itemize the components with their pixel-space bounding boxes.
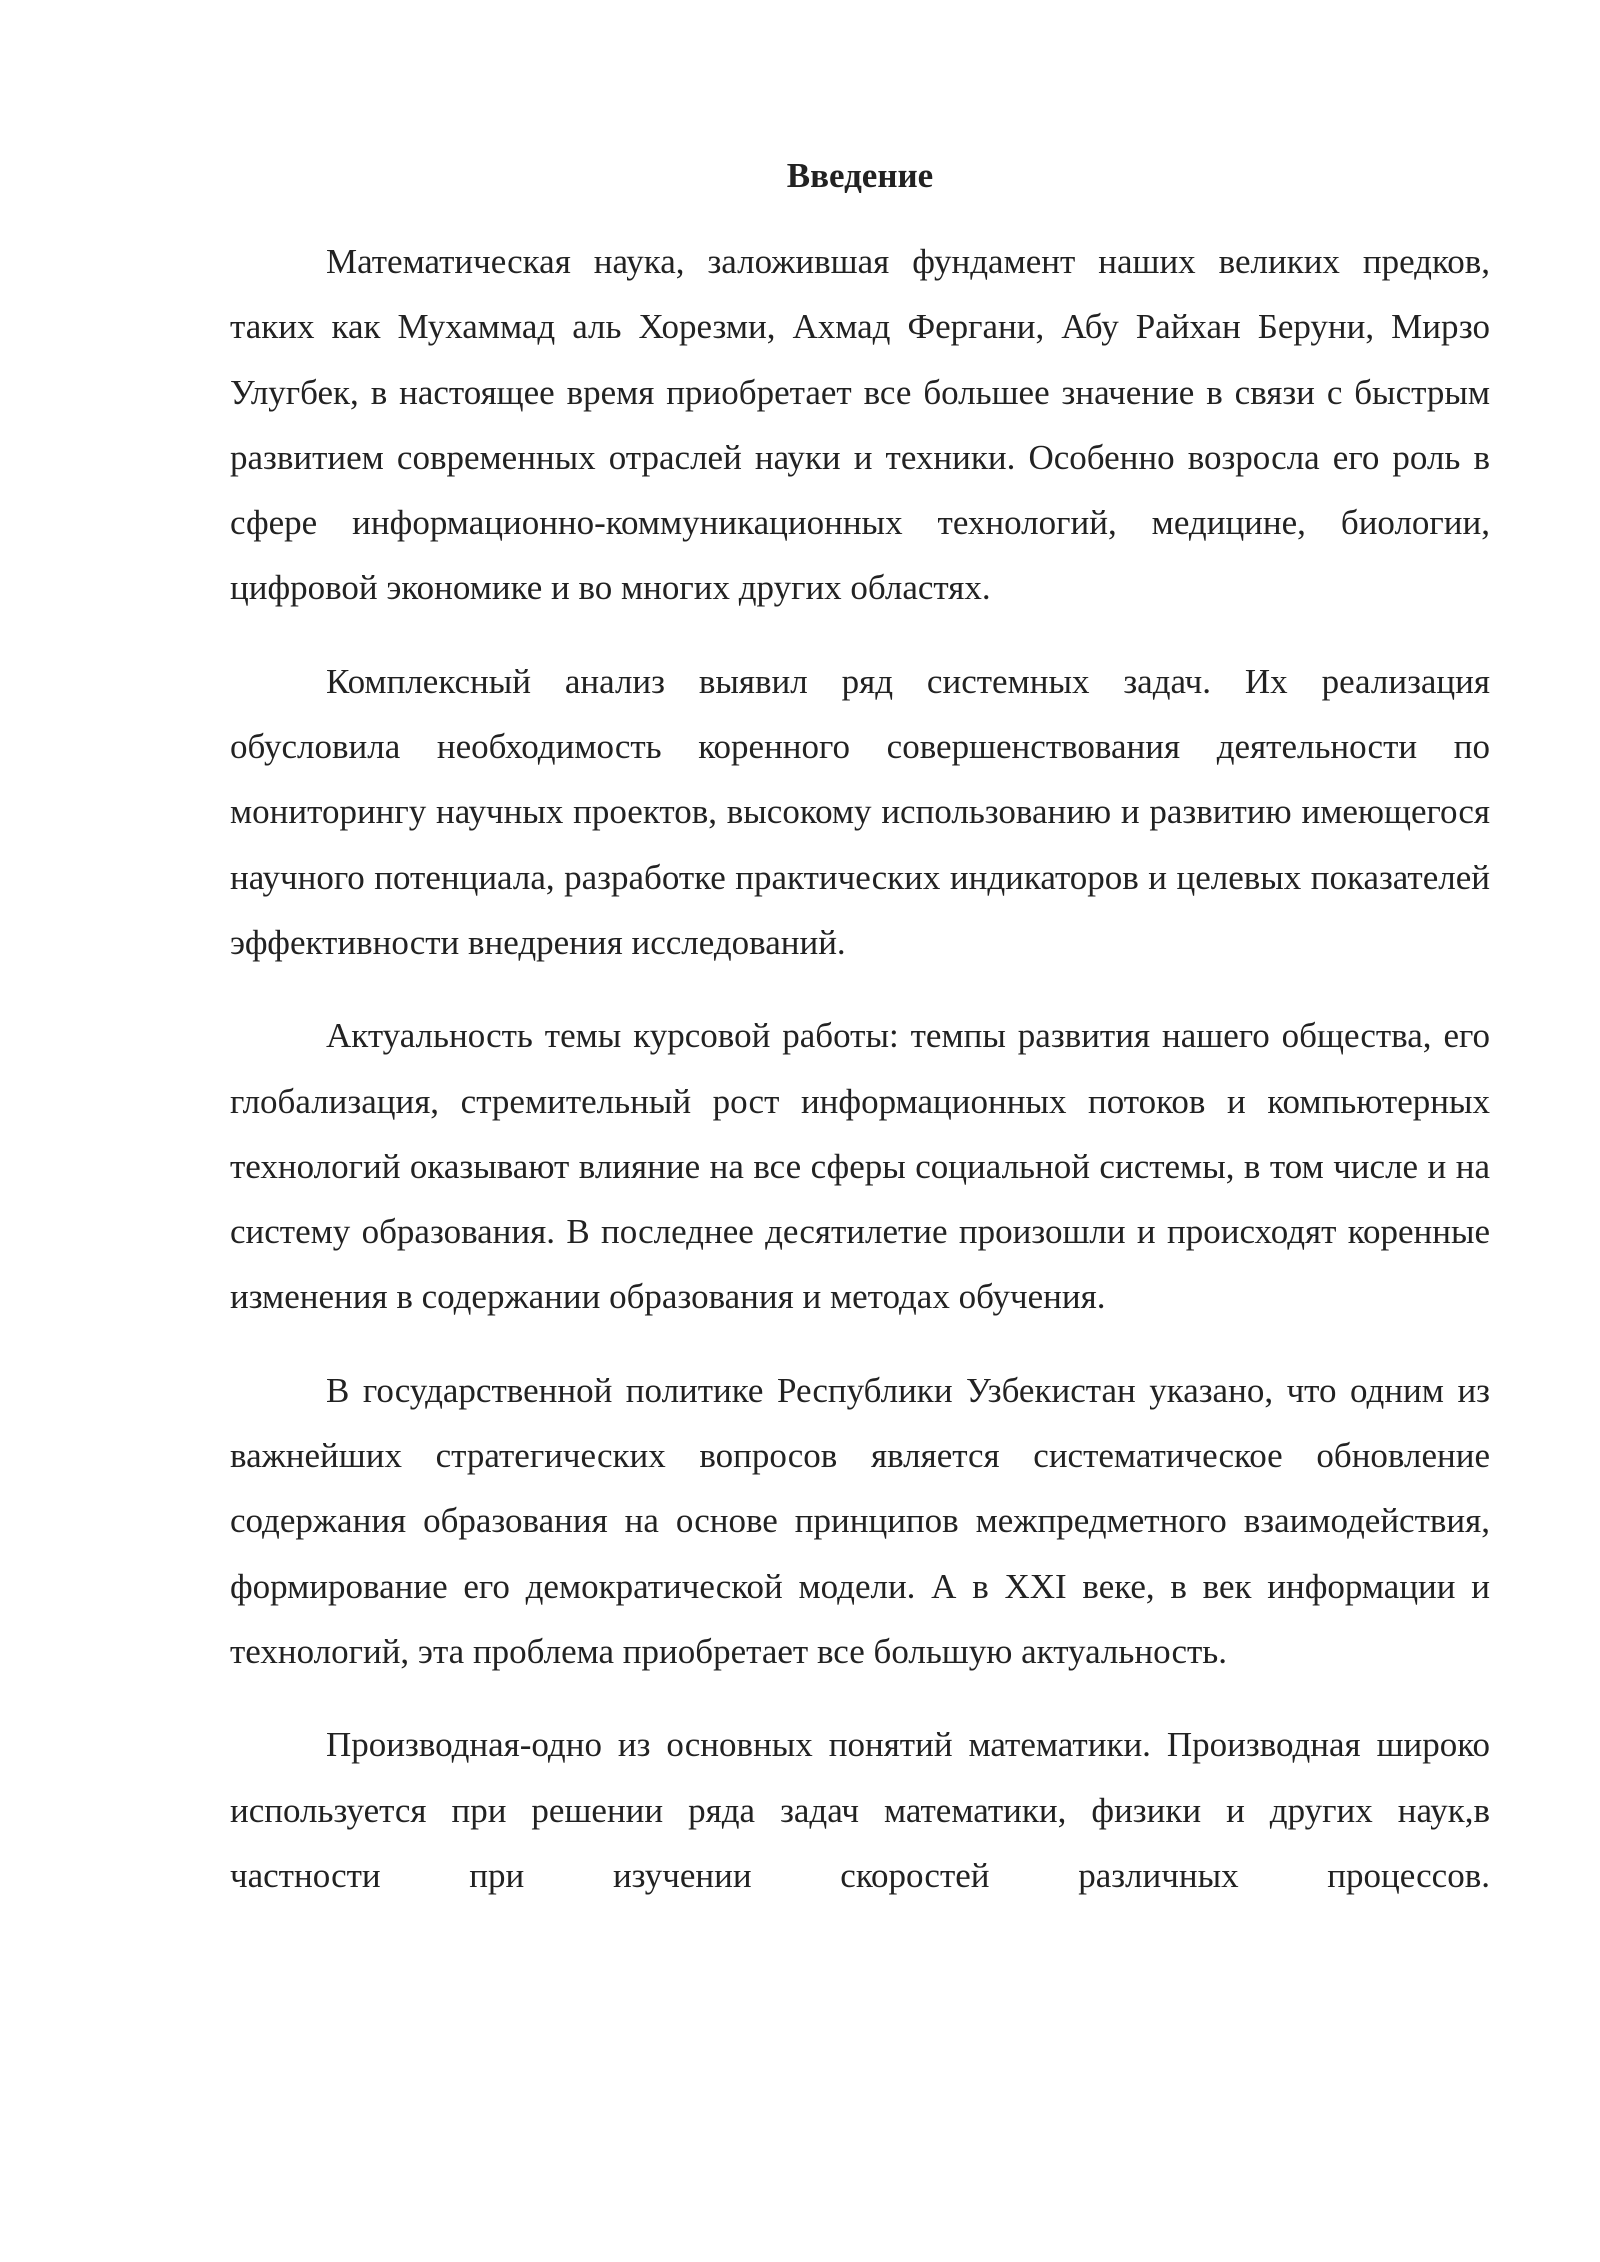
paragraph-2: Комплексный анализ выявил ряд системных задач. Их реализация обусловила необходимость коренного совершенствования деятельности по мониторингу научных проектов, высокому использованию и развитию имеющегося научного потенциала, разработке практических индикаторов и целевых показателей эффективности внедрения исследований.	[230, 661, 1490, 962]
paragraph-1: Математическая наука, заложившая фундамент наших великих предков, таких как Мухаммад аль Хорезми, Ахмад Фергани, Абу Райхан Беруни, Мирзо Улугбек, в настоящее время приобретает все большее значение в связи с быстрым развитием современных отраслей науки и техники. Особенно возросла его роль в сфере информационно-коммуникационных технологий, медицине, биологии, цифровой экономике и во многих других областях.	[230, 242, 1490, 608]
document-body	[230, 145, 1490, 1936]
paragraph-5: Производная-одно из основных понятий математики. Производная широко используется при решении ряда задач математики, физики и других наук,в частности при изучении скоростей различных процессов.	[230, 1725, 1490, 1895]
paragraph-3: Актуальность темы курсовой работы: темпы развития нашего общества, его глобализация, стремительный рост информационных потоков и компьютерных технологий оказывают влияние на все сферы социальной системы, в том числе и на систему образования. В последнее десятилетие произошли и происходят коренные изменения в содержании образования и методах обучения.	[230, 1016, 1490, 1317]
page-title: Введение	[786, 156, 934, 195]
paragraph-4: В государственной политике Республики Узбекистан указано, что одним из важнейших стратегических вопросов является систематическое обновление содержания образования на основе принципов межпредметного взаимодействия, формирование его демократической модели. А в XXI веке, в век информации и технологий, эта проблема приобретает все большую актуальность.	[230, 1370, 1490, 1671]
